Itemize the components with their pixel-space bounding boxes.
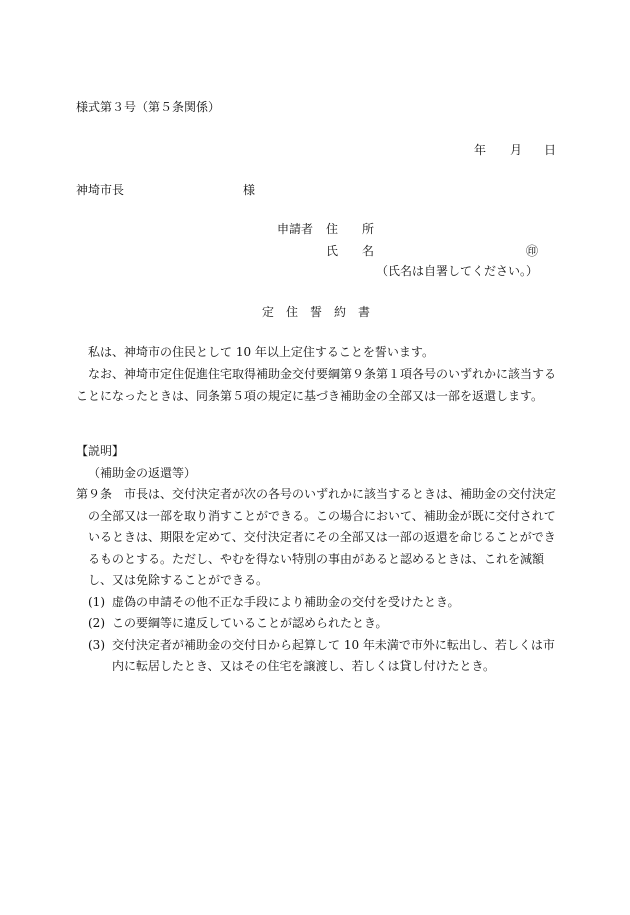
article-item (76, 592, 562, 614)
addressee-honorific: 様 (243, 183, 256, 197)
date-year: 年 (474, 143, 487, 157)
explanation-section (76, 441, 562, 678)
addressee-name: 神埼市長 (76, 183, 125, 197)
date-day: 日 (544, 143, 557, 157)
address-label: 住 所 (326, 222, 375, 236)
pledge-paragraph-2: なお、神埼市定住促進住宅取得補助金交付要綱第９条第１項各号のいずれかに該当することになったときは、同条第５項の規定に基づき補助金の全部又は一部を返還します。 (76, 367, 557, 403)
item-number: (1) (88, 594, 105, 609)
name-label: 氏 名 (326, 244, 375, 258)
article-body (76, 484, 562, 592)
seal-mark: ㊞ (526, 244, 539, 258)
item-text: 虚偽の申請その他不正な手段により補助金の交付を受けたとき。 (112, 594, 460, 609)
item-number: (3) (88, 637, 105, 652)
signature-note: （氏名は自署してください。） (376, 264, 539, 278)
explanation-heading: 【説明】 (76, 444, 125, 458)
article-item (76, 613, 562, 635)
item-number: (2) (88, 616, 105, 630)
article-caption: （補助金の返還等） (88, 465, 197, 480)
pledge-paragraph-1: 私は、神埼市の住民として 10 年以上定住することを誓います。 (88, 345, 434, 359)
applicant-label: 申請者 (277, 222, 314, 236)
article-text: 市長は、交付決定者が次の各号のいずれかに該当するときは、補助金の交付決定の全部又は一部を取り消すことができる。この場合において、補助金が既に交付されているときは、期限を定めて、交付決定者にその全部又は一部の返還を命じることができるものとする。ただし、やむを得ない特別の事由があると認めるときは、これを減額し、又は免除することができる。 (88, 487, 557, 587)
date-month: 月 (510, 143, 523, 157)
pledge-body (76, 341, 556, 407)
article-number: 第９条 (76, 487, 113, 501)
item-text: この要綱等に違反していることが認められたとき。 (112, 616, 388, 630)
document-title: 定 住 誓 約 書 (262, 305, 371, 319)
item-text: 交付決定者が補助金の交付日から起算して 10 年未満で市外に転出し、若しくは市内に転居したとき、又はその住宅を譲渡し、若しくは貸し付けたとき。 (112, 637, 555, 673)
article-item (76, 635, 562, 678)
form-number: 様式第３号（第５条関係） (76, 100, 221, 114)
